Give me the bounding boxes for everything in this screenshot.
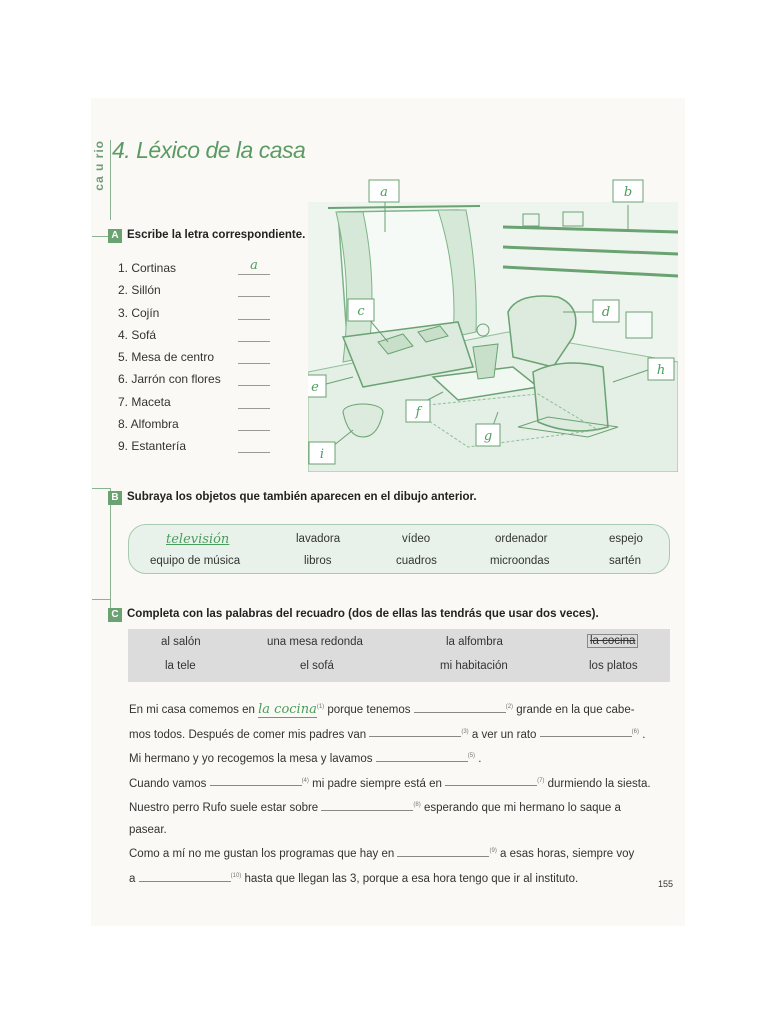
divider-c xyxy=(92,599,110,600)
callout-e: e xyxy=(311,380,319,395)
callout-f: f xyxy=(415,405,421,420)
paragraph-line xyxy=(129,866,675,891)
divider-b xyxy=(92,488,110,489)
text: Como a mí no me gustan los programas que hay en xyxy=(129,848,395,861)
text: En mi casa comemos en xyxy=(129,703,255,716)
living-room-illustration xyxy=(308,172,678,472)
list-item xyxy=(118,306,270,328)
word-television[interactable]: televisión xyxy=(166,532,230,547)
vase xyxy=(473,344,498,379)
bank-word: la tele xyxy=(165,660,196,672)
item-label: 2. Sillón xyxy=(118,283,161,298)
word-espejo[interactable]: espejo xyxy=(609,533,643,545)
paragraph-line xyxy=(129,697,675,722)
word-libros[interactable]: libros xyxy=(304,555,332,567)
gap-2[interactable] xyxy=(414,700,506,713)
answer-field[interactable]: a xyxy=(238,261,270,275)
list-item xyxy=(118,395,270,417)
gap-number: (7) xyxy=(537,777,545,784)
text: a ver un rato xyxy=(471,728,537,741)
side-rule xyxy=(110,140,111,220)
television xyxy=(533,363,608,431)
paragraph-line xyxy=(129,795,675,820)
item-label: 6. Jarrón con flores xyxy=(118,372,221,387)
bank-word-crossed: la cocina xyxy=(587,634,638,648)
gap-number: (5) xyxy=(467,753,476,760)
list-item xyxy=(118,283,270,305)
bank-word: la alfombra xyxy=(446,636,503,648)
text: Cuando vamos xyxy=(129,777,207,790)
badge-b: B xyxy=(108,491,122,505)
gap-7[interactable] xyxy=(445,773,537,786)
answer-field[interactable] xyxy=(238,328,270,342)
item-label: 5. Mesa de centro xyxy=(118,350,215,365)
gap-4[interactable] xyxy=(210,773,302,786)
text: Mi hermano y yo recogemos la mesa y lavamos xyxy=(129,752,373,765)
word-lavadora[interactable]: lavadora xyxy=(296,533,341,545)
callout-i: i xyxy=(319,447,325,462)
callout-c: c xyxy=(357,304,365,319)
word-ordenador[interactable]: ordenador xyxy=(495,533,548,545)
answer-field[interactable] xyxy=(238,306,270,320)
cloze-paragraph xyxy=(129,697,675,890)
bank-word: al salón xyxy=(161,636,201,648)
bank-word: el sofá xyxy=(300,660,334,672)
list-item xyxy=(118,350,270,372)
answer-field[interactable] xyxy=(238,283,270,297)
list-item xyxy=(118,417,270,439)
vocab-list xyxy=(118,258,270,462)
gap-number: (6) xyxy=(631,728,640,735)
text: porque tenemos xyxy=(327,703,411,716)
paragraph-line xyxy=(129,841,675,866)
instruction-b: Subraya los objetos que también aparecen en el dibujo anterior. xyxy=(127,491,477,503)
item-label: 9. Estantería xyxy=(118,439,187,454)
badge-a: A xyxy=(108,229,122,243)
item-label: 8. Alfombra xyxy=(118,417,179,432)
text: Nuestro perro Rufo suele estar sobre xyxy=(129,801,319,814)
list-item xyxy=(118,439,270,461)
list-item xyxy=(118,258,270,283)
instruction-a: Escribe la letra correspondiente. xyxy=(127,229,306,241)
answer-field[interactable] xyxy=(238,372,270,386)
paragraph-line xyxy=(129,820,675,842)
answer-field[interactable] xyxy=(238,350,270,364)
gap-10[interactable] xyxy=(139,869,231,882)
list-item xyxy=(118,328,270,350)
text: grande en la que cabe- xyxy=(516,703,635,716)
gap-1[interactable]: la cocina xyxy=(258,701,317,717)
callout-d: d xyxy=(601,305,611,320)
gap-number: (8) xyxy=(413,802,421,809)
section-side-tab: ca u rio xyxy=(92,140,106,191)
answer-field[interactable] xyxy=(238,395,270,409)
text: a xyxy=(129,872,136,885)
answer-field[interactable] xyxy=(238,439,270,453)
gap-number: (9) xyxy=(489,848,497,855)
text: esperando que mi hermano lo saque a xyxy=(423,801,621,814)
bank-word: los platos xyxy=(589,660,638,672)
item-label: 3. Cojín xyxy=(118,305,160,320)
paragraph-line xyxy=(129,771,675,796)
gap-3[interactable] xyxy=(369,724,461,737)
callout-b: b xyxy=(623,185,633,200)
gap-5[interactable] xyxy=(376,749,468,762)
callout-a: a xyxy=(380,185,388,200)
bank-word: mi habitación xyxy=(440,660,508,672)
gap-6[interactable] xyxy=(540,724,632,737)
text: hasta que llegan las 3, porque a esa hora tengo que ir al instituto. xyxy=(244,872,579,885)
word-microondas[interactable]: microondas xyxy=(490,555,550,567)
gap-number: (3) xyxy=(461,728,469,735)
item-label: 4. Sofá xyxy=(118,327,157,342)
page-number: 155 xyxy=(658,879,674,889)
gap-8[interactable] xyxy=(321,798,413,811)
badge-c: C xyxy=(108,608,122,622)
paragraph-line: Mi hermano y yo recogemos la mesa y lavamos $^{(5)}$ . xyxy=(129,746,675,771)
paragraph-line: mos todos. Después de comer mis padres van $^{(3)}$ a ver un rato $^{(6)}$ . xyxy=(129,722,675,747)
callout-g: g xyxy=(483,429,493,444)
gap-number: (4) xyxy=(301,777,309,784)
text: mi padre siempre está en xyxy=(312,777,442,790)
word-cuadros[interactable]: cuadros xyxy=(396,555,437,567)
callout-h: h xyxy=(656,363,666,378)
answer-field[interactable] xyxy=(238,417,270,431)
side-rule-lower xyxy=(110,488,111,608)
text: a esas horas, siempre voy xyxy=(500,848,635,861)
section-title: 4. Léxico de la casa xyxy=(112,137,306,163)
instruction-c: Completa con las palabras del recuadro (dos de ellas las tendrás que usar dos veces). xyxy=(127,608,599,620)
gap-9[interactable] xyxy=(397,844,489,857)
word-equipo-de-musica[interactable]: equipo de música xyxy=(150,555,241,567)
picture-frame xyxy=(626,312,652,338)
list-item xyxy=(118,372,270,394)
word-sarten[interactable]: sartén xyxy=(609,555,641,567)
bank-word: una mesa redonda xyxy=(267,636,363,648)
gap-number: (10) xyxy=(230,872,242,879)
word-video[interactable]: vídeo xyxy=(402,533,431,545)
item-label: 7. Maceta xyxy=(118,394,171,409)
text: mos todos. Después de comer mis padres van xyxy=(129,728,367,741)
gap-number: (2) xyxy=(505,704,514,710)
text: durmiendo la siesta. xyxy=(547,777,651,790)
text: pasear. xyxy=(129,823,167,836)
gap-number: (1) xyxy=(316,704,325,710)
item-label: 1. Cortinas xyxy=(118,261,177,275)
